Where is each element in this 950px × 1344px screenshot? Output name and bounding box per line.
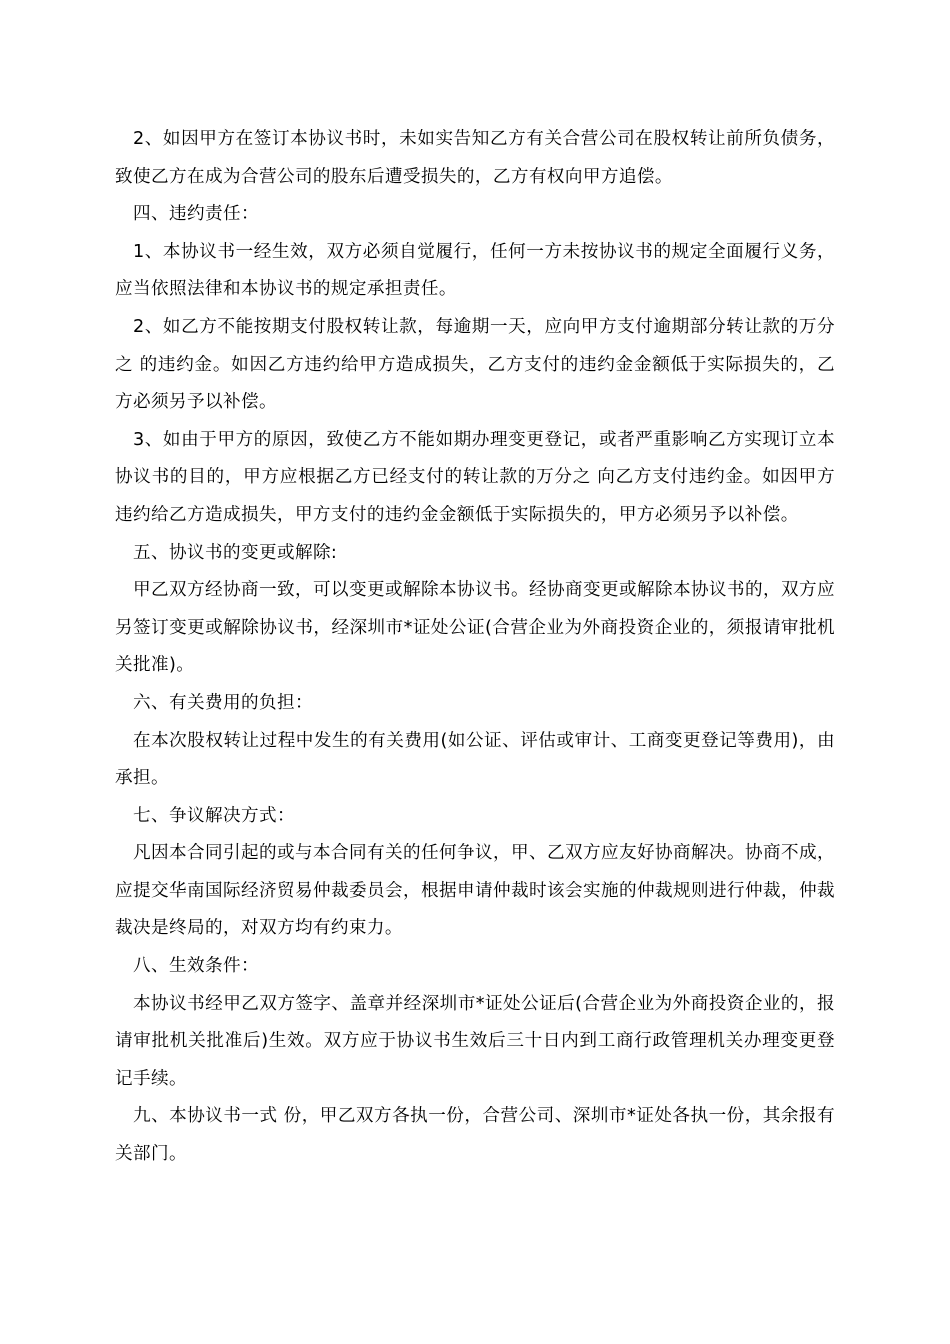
clause-effective-conditions: 本协议书经甲乙双方签字、盖章并经深圳市*证处公证后(合营企业为外商投资企业的，报请审批机关批准后)生效。双方应于协议书生效后三十日内到工商行政管理机关办理变更登记手续。 [115,993,835,1089]
clause-amendment-termination: 甲乙双方经协商一致，可以变更或解除本协议书。经协商变更或解除本协议书的，双方应另签订变更或解除协议书，经深圳市*证处公证(合营企业为外商投资企业的，须报请审批机关批准)。 [115,580,835,676]
clause-fees: 在本次股权转让过程中发生的有关费用(如公证、评估或审计、工商变更登记等费用)，由 承担。 [115,730,847,789]
clause-4-2-late-payment: 2、如乙方不能按期支付股权转让款，每逾期一天，应向甲方支付逾期部分转让款的万分之 的违约金。如因乙方违约给甲方造成损失，乙方支付的违约金金额低于实际损失的，乙方必须另予以补偿。 [115,316,835,413]
document-body [115,121,847,1174]
heading-dispute-resolution: 七、争议解决方式： [133,805,295,826]
clause-copies: 九、本协议书一式 份，甲乙双方各执一份，合营公司、深圳市*证处各执一份，其余报有关部门。 [115,1106,835,1165]
heading-amendment-termination: 五、协议书的变更或解除: [133,542,338,563]
clause-dispute-resolution: 凡因本合同引起的或与本合同有关的任何争议，甲、乙双方应友好协商解决。协商不成，应提交华南国际经济贸易仲裁委员会，根据申请仲裁时该会实施的仲裁规则进行仲裁，仲裁裁决是终局的，对双方均有约束力。 [115,843,835,939]
heading-effective-conditions: 八、生效条件： [133,956,259,977]
clause-4-1-performance: 1、本协议书一经生效，双方必须自觉履行，任何一方未按协议书的规定全面履行义务，应当依照法律和本协议书的规定承担责任。 [115,241,835,300]
clause-3-2-creditor-liability: 2、如因甲方在签订本协议书时，未如实告知乙方有关合营公司在股权转让前所负债务，致使乙方在成为合营公司的股东后遭受损失的，乙方有权向甲方追偿。 [115,129,835,187]
clause-4-3-registration-delay: 3、如由于甲方的原因，致使乙方不能如期办理变更登记，或者严重影响乙方实现订立本协议书的目的，甲方应根据乙方已经支付的转让款的万分之 向乙方支付违约金。如因甲方违约给乙方造成损失，甲方支付的违约金金额低于实际损失的，甲方必须另予以补偿。 [115,429,835,525]
heading-breach-liability: 四、违约责任： [133,204,259,225]
heading-fees: 六、有关费用的负担： [133,692,313,713]
